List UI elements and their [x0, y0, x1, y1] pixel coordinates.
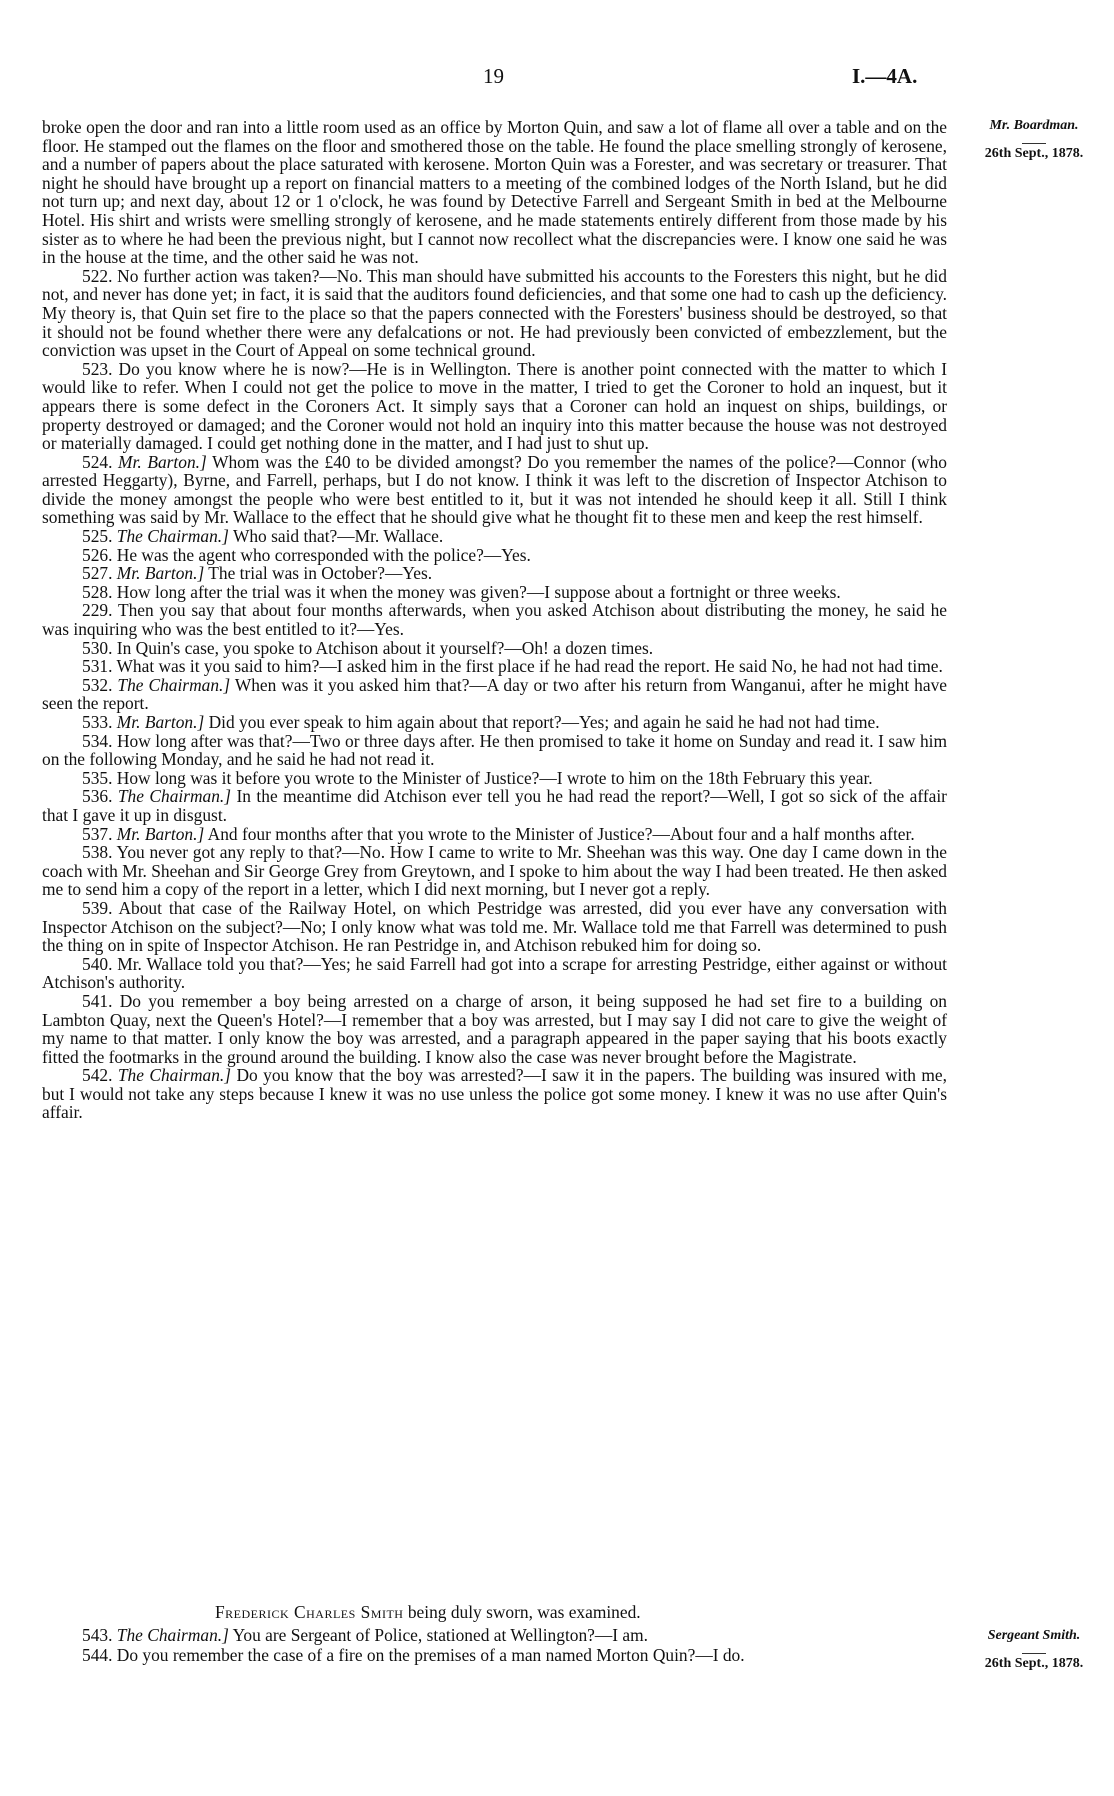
paragraph — [42, 267, 947, 360]
document-reference: I.—4A. — [852, 64, 918, 88]
question-number: 542. — [82, 1065, 113, 1086]
paragraph-text: broke open the door and ran into a little room used as an office by Morton Quin, and saw a lot of flame all over a table and on the floor. He stamped out the flames on the floor and smothered those on the table. He found the place smelling strongly of kerosene, and a number of papers about the place saturated with kerosene. Morton Quin was a Forester, and was secretary or treasurer. That night he should have brought up a report on financial matters to a meeting of the combined lodges of the North Island, but he did not turn up; and next day, about 12 or 1 o'clock, he was found by Detective Farrell and Sergeant Smith in bed at the Melbourne Hotel. His shirt and wrists were smelling strongly of kerosene, and he made statements entirely different from those made by his sister as to where he had been the previous night, but I cannot now recollect what the discrepancies were. I know one said he was in the house at the time, and the other said he was not. — [42, 117, 947, 268]
speaker: The Chairman.] — [116, 526, 229, 547]
question-number: 527. — [82, 563, 113, 584]
paragraph-text: When was it you asked him that?—A day or two after his return from Wanganui, after he might have seen the report. — [42, 674, 947, 714]
paragraph — [42, 769, 947, 788]
paragraph-text: Mr. Wallace told you that?—Yes; he said Farrell had got into a scrape for arresting Pestridge, either against or without Atchison's authority. — [42, 953, 947, 993]
question-number: 530. — [82, 637, 113, 658]
paragraph — [42, 992, 947, 1066]
question-number: 524. — [82, 451, 113, 472]
page-number: 19 — [483, 64, 504, 88]
margin-note-witness-2 — [968, 1628, 1100, 1672]
speaker: The Chairman.] — [117, 674, 231, 695]
paragraph — [42, 601, 947, 638]
question-number: 522. — [82, 265, 113, 286]
speaker: The Chairman.] — [117, 1065, 232, 1086]
question-number: 538. — [82, 842, 113, 863]
margin-note-date: 26th Sept., 1878. — [984, 1656, 1084, 1671]
question-number: 539. — [82, 897, 113, 918]
question-number: 544. — [82, 1644, 113, 1665]
question-number: 535. — [82, 767, 113, 788]
question-number: 528. — [82, 581, 113, 602]
paragraph-text: How long was it before you wrote to the Minister of Justice?—I wrote to him on the 18th February this year. — [116, 767, 873, 788]
paragraph — [42, 453, 947, 527]
paragraph — [42, 787, 947, 824]
paragraph — [42, 955, 947, 992]
paragraph — [42, 1066, 947, 1122]
question-number: 525. — [82, 526, 113, 547]
paragraph-text: The trial was in October?—Yes. — [208, 563, 433, 584]
speaker: Mr. Barton.] — [116, 563, 205, 584]
paragraph — [42, 713, 947, 732]
paragraph-text: What was it you said to him?—I asked him in the first place if he had read the report. He said No, he had not had time. — [116, 656, 943, 677]
sworn-heading — [215, 1602, 641, 1623]
margin-note-witness — [968, 118, 1100, 162]
paragraph — [42, 564, 947, 583]
smith-evidence-body — [42, 1626, 912, 1665]
paragraph-text: How long after was that?—Two or three days after. He then promised to take it home on Sunday and read it. I saw him on the following Monday, and he said he had not read it. — [42, 730, 947, 770]
paragraph — [42, 118, 947, 267]
question-number: 523. — [82, 358, 113, 379]
question-number: 526. — [82, 544, 113, 565]
paragraph-text: Do you remember the case of a fire on the premises of a man named Morton Quin?—I do. — [116, 1644, 745, 1665]
paragraph — [42, 583, 947, 602]
speaker: Mr. Barton.] — [118, 451, 207, 472]
paragraph-text: Do you know that the boy was arrested?—I saw it in the papers. The building was insured with me, but I would not take any steps because I knew it was no use unless the police got some money. I knew it was no use after Quin's affair. — [42, 1065, 947, 1123]
question-number: 534. — [82, 730, 113, 751]
margin-note-rule — [1022, 1653, 1046, 1654]
evidence-body — [42, 118, 947, 1122]
paragraph — [42, 899, 947, 955]
paragraph-text: In the meantime did Atchison ever tell you he had read the report?—Well, I got so sick of the affair that I gave it up in disgust. — [42, 786, 947, 825]
sworn-text: being duly sworn, was examined. — [407, 1602, 641, 1622]
margin-note-rule — [1022, 143, 1046, 144]
paragraph-text: You are Sergeant of Police, stationed at Wellington?—I am. — [232, 1625, 649, 1645]
paragraph — [42, 1646, 912, 1666]
speaker: Mr. Barton.] — [116, 823, 205, 844]
speaker: Mr. Barton.] — [116, 712, 205, 732]
paragraph-text: In Quin's case, you spoke to Atchison about it yourself?—Oh! a dozen times. — [116, 637, 654, 658]
paragraph-text: Do you remember a boy being arrested on a charge of arson, it being supposed he had set fire to a building on Lambton Quay, next the Queen's Hotel?—I remember that a boy was arrested, but I may say I did not care to give the weight of my name to that matter. I only know the boy was arrested, and a paragraph appeared in the paper saying that his boots exactly fitted the footmarks in the ground around the building. I know also the case was never brought before the Magistrate. — [42, 990, 947, 1067]
paragraph-text: He was the agent who corresponded with the police?—Yes. — [116, 544, 531, 565]
paragraph — [42, 546, 947, 565]
question-number: 533. — [82, 712, 113, 732]
paragraph — [42, 657, 947, 676]
paragraph — [42, 843, 947, 899]
paragraph-text: Whom was the £40 to be divided amongst? Do you remember the names of the police?—Connor (who arrested Heggarty), Byrne, and Farrell, perhaps, but I do not know. I think it was left to the discretion of Inspector Atchison to divide the money amongst the people who were best entitled to it, but it was not intended he should keep it all. Still I think something was said by Mr. Wallace to the effect that he should give what he thought fit to these men and keep the rest himself. — [42, 451, 947, 528]
question-number: 532. — [82, 674, 113, 695]
paragraph — [42, 360, 947, 453]
paragraph-text: Do you know where he is now?—He is in Wellington. There is another point connected with the matter to which I would like to refer. When I could not get the police to move in the matter, I tried to get the Coroner to hold an inquest, but it appears there is some defect in the Coroners Act. It simply says that a Coroner can hold an inquest on ships, buildings, or property destroyed or damaged; and the Coroner would not hold an inquiry into this matter because the house was not destroyed or materially damaged. I could get nothing done in the matter, and I had just to shut up. — [42, 358, 947, 454]
question-number: 537. — [82, 823, 113, 844]
paragraph — [42, 676, 947, 713]
paragraph — [42, 825, 947, 844]
paragraph-text: Who said that?—Mr. Wallace. — [232, 526, 444, 547]
question-number: 531. — [82, 656, 113, 677]
witness-name: Frederick Charles Smith — [215, 1602, 404, 1622]
paragraph — [42, 527, 947, 546]
speaker: The Chairman.] — [116, 1625, 229, 1645]
paragraph-text: No further action was taken?—No. This man should have submitted his accounts to the Foresters this night, but he did not, and never has done yet; in fact, it is said that the auditors found deficiencies, and that some one had to cash up the deficiency. My theory is, that Quin set fire to the place so that the papers connected with the Foresters' business should be destroyed, so that it should not be found whether there were any defalcations or not. He had previously been convicted of embezzlement, but the conviction was upset in the Court of Appeal on some technical ground. — [42, 265, 947, 361]
paragraph-text: Then you say that about four months afterwards, when you asked Atchison about distributing the money, he said he was inquiring who was the best entitled to it?—Yes. — [42, 600, 947, 640]
paragraph-text: Did you ever speak to him again about that report?—Yes; and again he said he had not had time. — [208, 712, 880, 732]
margin-note-date: 26th Sept., 1878. — [984, 146, 1084, 161]
question-number: 229. — [82, 600, 113, 621]
paragraph-text: About that case of the Railway Hotel, on which Pestridge was arrested, did you ever have any conversation with Inspector Atchison on the subject?—No; I only know what was told me. Mr. Wallace told me that Farrell was determined to push the thing on in spite of Inspector Atchison. He ran Pestridge in, and Atchison rebuked him for doing so. — [42, 897, 948, 956]
question-number: 543. — [82, 1625, 113, 1645]
speaker: The Chairman.] — [117, 786, 232, 807]
question-number: 536. — [82, 786, 113, 807]
margin-note-name: Sergeant Smith. — [987, 1628, 1081, 1643]
paragraph-text: How long after the trial was it when the money was given?—I suppose about a fortnight or three weeks. — [116, 581, 841, 602]
paragraph — [42, 732, 947, 769]
paragraph-text: You never got any reply to that?—No. How I came to write to Mr. Sheehan was this way. One day I came down in the coach with Mr. Sheehan and Sir George Grey from Greytown, and I spoke to him about the way I had been treated. He then asked me to send him a copy of the report in a letter, which I did next morning, but I never got a reply. — [42, 842, 947, 900]
question-number: 540. — [82, 953, 113, 974]
margin-note-name: Mr. Boardman. — [989, 118, 1079, 133]
paragraph-text: And four months after that you wrote to the Minister of Justice?—About four and a half months after. — [207, 823, 915, 844]
question-number: 541. — [82, 990, 113, 1011]
paragraph — [42, 1626, 912, 1646]
paragraph — [42, 639, 947, 658]
